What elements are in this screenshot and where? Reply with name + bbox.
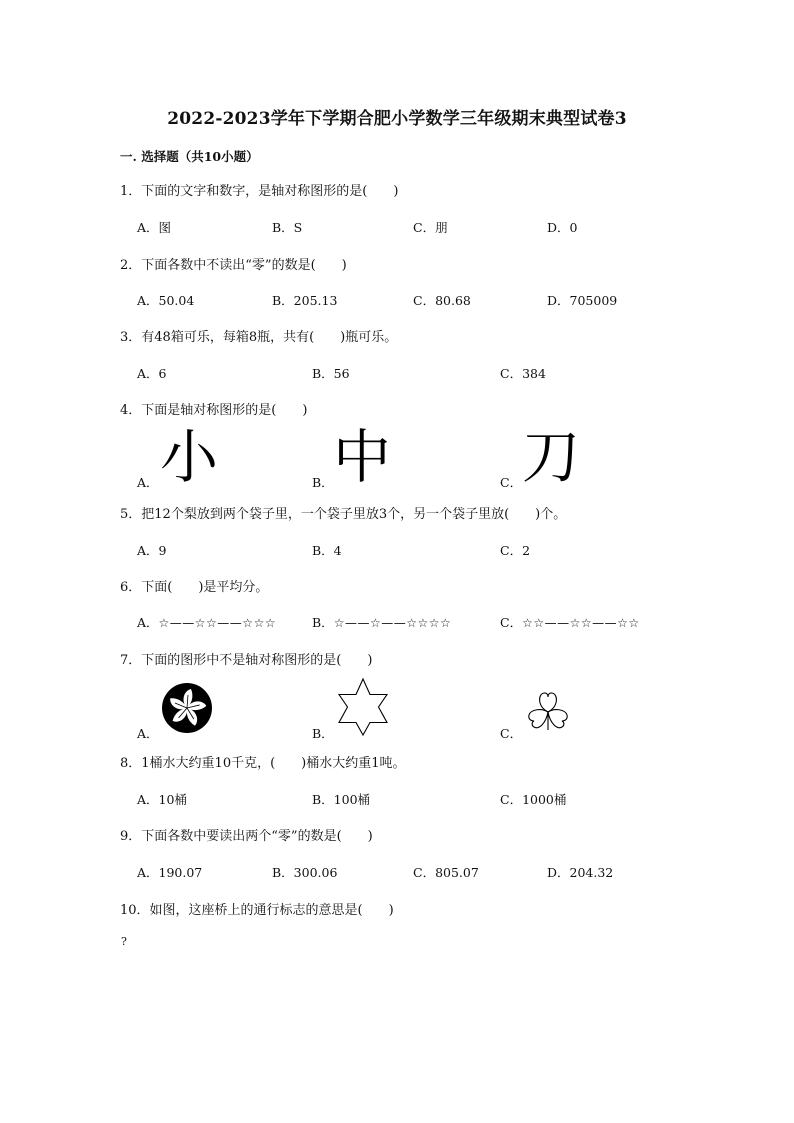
q9-option-d[interactable]: D．204.32 [547,865,614,880]
q3-option-c[interactable]: C．384 [500,366,546,381]
section-heading: 一. 选择题（共10小题） [120,149,259,164]
question-4: 4．下面是轴对称图形的是( ) [120,403,308,418]
q6-option-a-stars: ☆——☆☆——☆☆☆ [158,616,277,630]
q7-option-a[interactable]: A． [137,726,159,741]
q9-option-a[interactable]: A．190.07 [137,865,203,880]
q5-option-b[interactable]: B．4 [312,543,342,558]
q6-option-b-label: B． [312,615,334,630]
question-3: 3．有48箱可乐，每箱8瓶，共有( )瓶可乐。 [120,330,398,345]
bauhinia-emblem-icon [161,682,213,734]
q4-option-c[interactable]: C． [500,475,523,490]
q1-option-d[interactable]: D．0 [547,220,578,235]
question-9: 9．下面各数中要读出两个“零”的数是( ) [120,829,373,844]
question-5: 5．把12个梨放到两个袋子里，一个袋子里放3个，另一个袋子里放( )个。 [120,507,567,522]
q8-option-a[interactable]: A．10桶 [137,792,187,807]
q6-option-a[interactable] [137,613,276,631]
q3-option-a[interactable]: A．6 [137,366,167,381]
q1-option-b[interactable]: B．S [272,220,303,235]
q7-option-b[interactable]: B． [312,726,334,741]
q2-option-d[interactable]: D．705009 [547,293,618,308]
q10-image-placeholder: ? [121,935,127,948]
q9-option-b[interactable]: B．300.06 [272,865,338,880]
q2-option-a[interactable]: A．50.04 [137,293,195,308]
q4-option-b[interactable]: B． [312,475,334,490]
q2-option-b[interactable]: B．205.13 [272,293,338,308]
q6-option-c-label: C． [500,615,523,630]
q8-option-c[interactable]: C．1000桶 [500,792,567,807]
q5-option-a[interactable]: A．9 [137,543,167,558]
q4-char-xiao: 小 [160,423,219,491]
clover-icon [523,686,573,738]
q3-option-b[interactable]: B．56 [312,366,350,381]
q6-option-c-stars: ☆☆——☆☆——☆☆ [522,616,640,630]
q4-option-a[interactable]: A． [137,475,159,490]
question-7: 7．下面的图形中不是轴对称图形的是( ) [120,653,373,668]
q1-option-c[interactable]: C．朋 [413,220,448,235]
q7-option-c[interactable]: C． [500,726,523,741]
question-2: 2．下面各数中不读出“零”的数是( ) [120,258,347,273]
q1-option-a[interactable]: A．图 [137,220,172,235]
q6-option-a-label: A． [137,615,159,630]
q6-option-c[interactable] [500,613,640,631]
hexagram-star-icon [333,677,393,737]
q2-option-c[interactable]: C．80.68 [413,293,471,308]
question-1: 1．下面的文字和数字，是轴对称图形的是( ) [120,184,399,199]
page-title: 2022-2023学年下学期合肥小学数学三年级期末典型试卷3 [167,109,627,129]
question-6: 6．下面( )是平均分。 [120,580,269,595]
q6-option-b[interactable] [312,613,451,631]
q9-option-c[interactable]: C．805.07 [413,865,479,880]
q8-option-b[interactable]: B．100桶 [312,792,371,807]
question-8: 8．1桶水大约重10千克，( )桶水大约重1吨。 [120,756,406,771]
q5-option-c[interactable]: C．2 [500,543,531,558]
q4-char-zhong: 中 [333,423,392,491]
question-10: 10．如图，这座桥上的通行标志的意思是( ) [120,903,394,918]
q4-char-dao: 刀 [522,423,581,491]
q6-option-b-stars: ☆——☆——☆☆☆☆ [333,616,452,630]
